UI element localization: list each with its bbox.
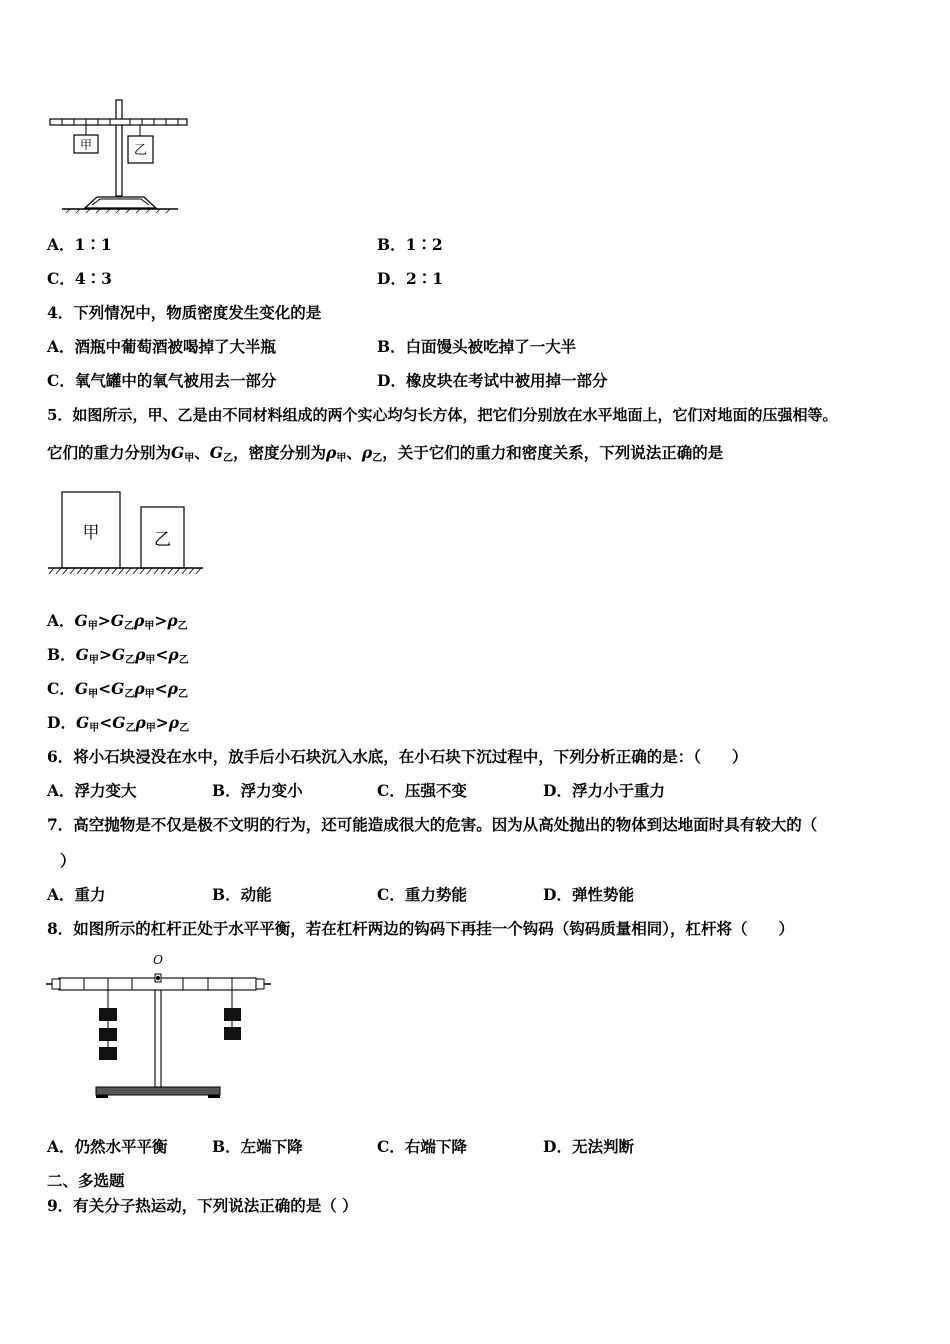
subscript: 甲	[336, 453, 347, 464]
q7-stem-line1: 7．高空抛物是不仅是极不文明的行为，还可能造成很大的危害。因为从高处抛出的物体到达地面时具有较大的（	[47, 815, 818, 834]
option-text: 压强不变	[404, 781, 467, 800]
option-text: 重力	[74, 885, 106, 904]
q6-stem: 6．将小石块浸没在水中，放手后小石块沉入水底，在小石块下沉过程中，下列分析正确的是：（ ）	[47, 747, 748, 766]
block-label-yi: 乙	[154, 530, 171, 550]
option-text: 1∶2	[405, 235, 443, 254]
q5-option-b[interactable]	[47, 645, 189, 671]
q4-option-b[interactable]	[377, 337, 576, 357]
symbol-rho: ρ	[134, 679, 145, 698]
q4-option-a[interactable]	[47, 337, 276, 357]
q8-option-c[interactable]	[377, 1137, 467, 1157]
option-letter: C．	[47, 371, 75, 390]
q3-option-c[interactable]	[47, 269, 112, 289]
q5-stem-line2	[47, 443, 723, 469]
option-letter: A．	[47, 781, 75, 800]
operator: <	[155, 645, 169, 664]
q8-option-a[interactable]	[47, 1137, 168, 1157]
subscript: 甲	[87, 621, 98, 632]
option-letter: C．	[377, 885, 405, 904]
subscript: 乙	[177, 621, 188, 632]
option-text: 左端下降	[240, 1137, 303, 1156]
subscript: 乙	[223, 453, 234, 464]
q7-option-b[interactable]	[212, 885, 272, 905]
option-text: 4∶3	[74, 269, 112, 288]
subscript: 甲	[144, 689, 155, 700]
scale-label-yi: 乙	[133, 143, 148, 158]
q8-option-b[interactable]	[212, 1137, 303, 1157]
subscript: 乙	[179, 723, 190, 734]
q6-option-a[interactable]	[47, 781, 137, 801]
subscript: 乙	[178, 655, 189, 666]
subscript: 乙	[124, 621, 135, 632]
option-letter: D．	[543, 781, 572, 800]
option-text: 氧气罐中的氧气被用去一部分	[74, 371, 277, 390]
q8-option-d[interactable]	[543, 1137, 634, 1157]
symbol-rho: ρ	[326, 443, 337, 462]
text: ，密度分别为	[233, 443, 327, 462]
subscript: 甲	[89, 723, 100, 734]
option-letter: B．	[377, 337, 406, 356]
operator: >	[155, 713, 169, 732]
q3-option-d[interactable]	[377, 269, 443, 289]
option-letter: A．	[47, 235, 75, 254]
option-letter: B．	[377, 235, 406, 254]
pivot-label: O	[153, 953, 163, 967]
option-text: 动能	[240, 885, 272, 904]
text: 、	[346, 443, 362, 462]
section-title: 二、多选题	[47, 1171, 125, 1190]
q8-stem: 8．如图所示的杠杆正处于水平平衡，若在杠杆两边的钩码下再挂一个钩码（钩码质量相同），杠杆将（ ）	[47, 919, 795, 938]
subscript: 甲	[145, 655, 156, 666]
symbol-rho: ρ	[361, 443, 373, 462]
symbol-rho: ρ	[167, 611, 178, 630]
text: ，关于它们的重力和密度关系，下列说法正确的是	[382, 443, 724, 462]
option-letter: B．	[212, 1137, 241, 1156]
q5-option-c[interactable]	[47, 679, 188, 705]
option-text: 酒瓶中葡萄酒被喝掉了大半瓶	[74, 337, 277, 356]
symbol-g: G	[171, 443, 185, 462]
q5-option-a[interactable]	[47, 611, 188, 637]
operator: <	[98, 679, 112, 698]
option-letter: B．	[212, 885, 241, 904]
option-text: 浮力变小	[240, 781, 303, 800]
q9-stem: 9．有关分子热运动，下列说法正确的是（ ）	[47, 1196, 358, 1215]
symbol-g: G	[74, 611, 88, 630]
option-text: 仍然水平平衡	[74, 1137, 168, 1156]
option-text: 浮力小于重力	[571, 781, 665, 800]
option-letter: B．	[212, 781, 241, 800]
subscript: 甲	[88, 655, 99, 666]
subscript: 甲	[144, 621, 155, 632]
option-letter: C．	[377, 781, 405, 800]
symbol-rho: ρ	[168, 713, 180, 732]
q4-option-d[interactable]	[377, 371, 607, 391]
symbol-rho: ρ	[168, 645, 179, 664]
option-text: 浮力变大	[74, 781, 137, 800]
text: 它们的重力分别为	[47, 443, 172, 462]
symbol-rho: ρ	[167, 679, 178, 698]
option-letter: D．	[377, 371, 406, 390]
option-letter: D．	[47, 713, 76, 732]
q7-option-c[interactable]	[377, 885, 467, 905]
option-text: 1∶1	[74, 235, 112, 254]
option-letter: C．	[377, 1137, 405, 1156]
option-letter: D．	[543, 885, 572, 904]
subscript: 甲	[88, 689, 99, 700]
option-letter: D．	[543, 1137, 572, 1156]
option-letter: A．	[47, 885, 75, 904]
option-letter: D．	[377, 269, 406, 288]
option-letter: A．	[47, 337, 75, 356]
q4-option-c[interactable]	[47, 371, 276, 391]
option-text: 右端下降	[404, 1137, 467, 1156]
option-letter: B．	[47, 645, 76, 664]
symbol-g: G	[112, 713, 126, 732]
operator: >	[98, 645, 112, 664]
scale-label-jia: 甲	[79, 138, 93, 152]
q5-option-d[interactable]	[47, 713, 189, 739]
scale-figure	[40, 95, 200, 215]
subscript: 乙	[124, 689, 135, 700]
subscript: 乙	[372, 453, 383, 464]
symbol-g: G	[209, 443, 224, 462]
symbol-rho: ρ	[135, 713, 146, 732]
operator: >	[154, 611, 168, 630]
symbol-g: G	[110, 611, 125, 630]
option-text: 白面馒头被吃掉了一大半	[405, 337, 577, 356]
blocks-figure	[45, 488, 210, 578]
lever-figure	[42, 950, 277, 1102]
option-letter: A．	[47, 611, 75, 630]
option-text: 无法判断	[571, 1137, 634, 1156]
option-letter: C．	[47, 679, 75, 698]
option-text: 2∶1	[405, 269, 444, 288]
operator: <	[99, 713, 113, 732]
q7-option-a[interactable]	[47, 885, 106, 905]
q6-option-b[interactable]	[212, 781, 303, 801]
q3-option-b[interactable]	[377, 235, 443, 255]
symbol-rho: ρ	[134, 611, 145, 630]
operator: >	[97, 611, 111, 630]
option-letter: A．	[47, 1137, 75, 1156]
q4-stem: 4．下列情况中，物质密度发生变化的是	[47, 303, 322, 322]
subscript: 乙	[125, 655, 136, 666]
subscript: 乙	[125, 723, 136, 734]
option-letter: C．	[47, 269, 75, 288]
symbol-rho: ρ	[135, 645, 146, 664]
text: 、	[194, 443, 210, 462]
option-text: 重力势能	[404, 885, 467, 904]
q7-stem-line2: ）	[60, 851, 76, 870]
symbol-g: G	[111, 645, 126, 664]
option-text: 弹性势能	[571, 885, 634, 904]
q7-option-d[interactable]	[543, 885, 634, 905]
q6-option-d[interactable]	[543, 781, 665, 801]
symbol-g: G	[75, 713, 90, 732]
operator: <	[154, 679, 168, 698]
symbol-g: G	[111, 679, 125, 698]
q6-option-c[interactable]	[377, 781, 467, 801]
q3-option-a[interactable]	[47, 235, 112, 255]
symbol-g: G	[74, 679, 89, 698]
subscript: 甲	[184, 453, 195, 464]
q5-stem-line1: 5．如图所示，甲、乙是由不同材料组成的两个实心均匀长方体，把它们分别放在水平地面上，它们对地面的压强相等。	[47, 406, 838, 424]
option-text: 橡皮块在考试中被用掉一部分	[405, 371, 608, 390]
symbol-g: G	[75, 645, 89, 664]
block-label-jia: 甲	[82, 523, 100, 543]
subscript: 乙	[177, 689, 188, 700]
subscript: 甲	[145, 723, 156, 734]
